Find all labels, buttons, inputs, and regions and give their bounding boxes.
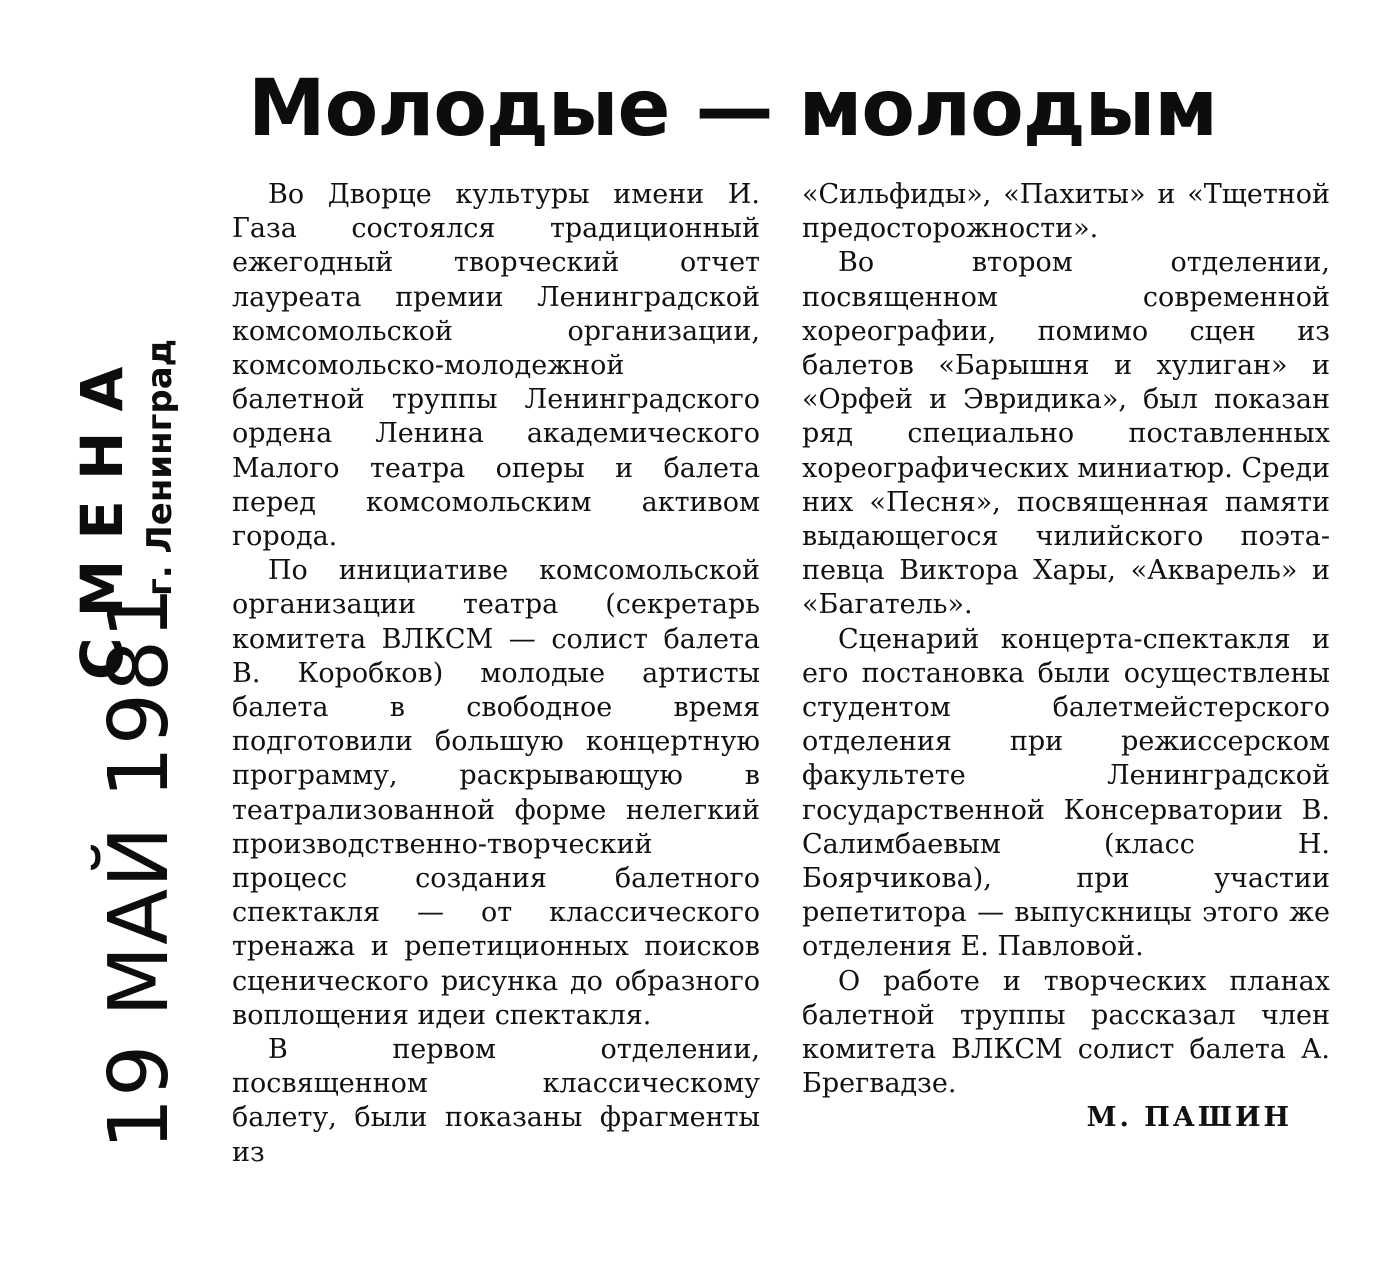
author-signature: М. ПАШИН <box>1086 1102 1292 1134</box>
article-paragraph: «Сильфиды», «Пахиты» и «Тщетной предосторожности». <box>802 179 1330 245</box>
article-column-left <box>232 178 760 1170</box>
article-paragraph: По инициативе комсомольской организации театра (секретарь комитета ВЛКСМ — солист балета В. Коробков) молодые артисты балета в свободное время подготовили большую концертную программу, раскрывающую в театрализованной форме нелегкий производственно-творческий процесс создания балетного спектакля — от классического тренажа и репетиционных поисков сценического рисунка до образного воплощения идеи спектакля. <box>232 555 760 1031</box>
article-paragraph: В первом отделении, посвященном классическому балету, были показаны фрагменты из <box>232 1034 760 1168</box>
article-paragraph: Во втором отделении, посвященном современной хореографии, помимо сцен из балетов «Барышня и хулиган» и «Орфей и Эвридика», был показан ряд специально поставленных хореографических миниатюр. Среди них «Песня», посвященная памяти выдающегося чилийского поэта-певца Виктора Хары, «Акварель» и «Багатель». <box>802 247 1330 621</box>
clipping-date-stamp: 19 МАЙ 1981 <box>92 585 187 1150</box>
article-paragraph: О работе и творческих планах балетной труппы рассказал член комитета ВЛКСМ солист балета А. Брегвадзе. <box>802 965 1330 1100</box>
article-column-right <box>802 178 1330 1136</box>
newspaper-city-stamp: г. Ленинград <box>140 338 180 596</box>
newspaper-name-stamp: СМЕНА <box>68 346 136 680</box>
article-paragraph: Сценарий концерта-спектакля и его постановка были осуществлены студентом балетмейстерского отделения при режиссерском факультете Ленинградской государственной Консерватории В. Салимбаевым (класс Н. Боярчикова), при участии репетитора — выпускницы этого же отделения Е. Павловой. <box>802 623 1330 963</box>
article-title: Молодые — молодым <box>248 64 1218 154</box>
article-paragraph: Во Дворце культуры имени И. Газа состоялся традиционный ежегодный творческий отчет лауреата премии Ленинградской комсомольской организации, комсомольско-молодежной балетной труппы Ленинградского ордена Ленина академического Малого театра оперы и балета перед комсомольским активом города. <box>232 179 760 553</box>
